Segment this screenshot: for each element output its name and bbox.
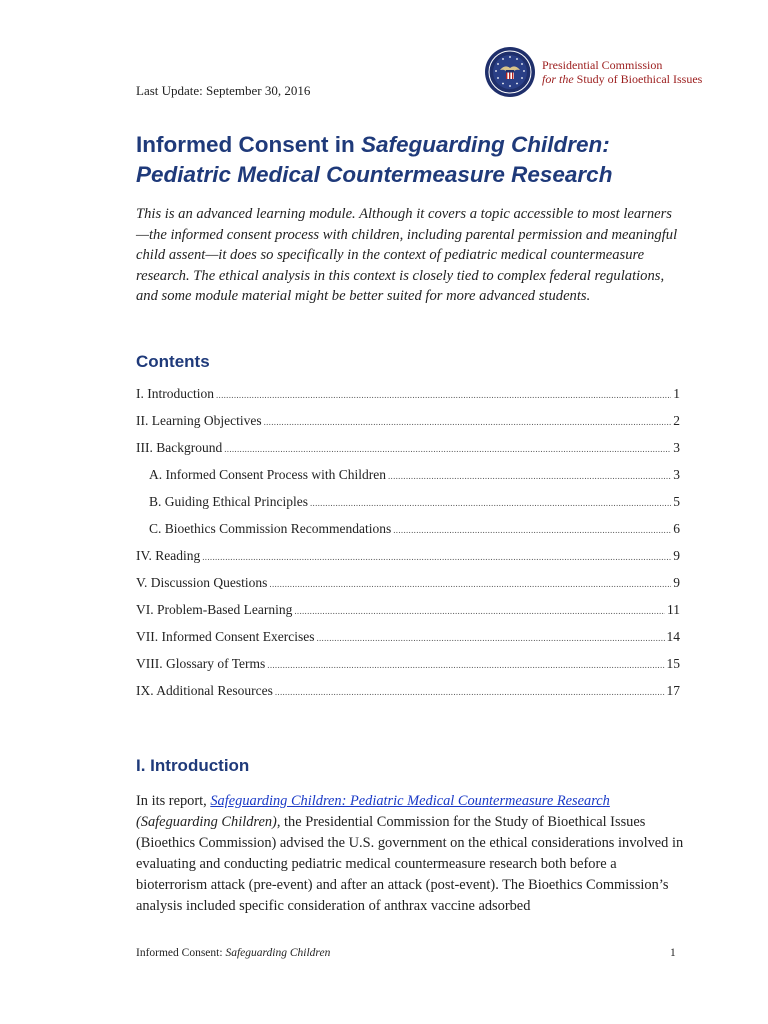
toc-entry[interactable] [136, 440, 680, 467]
toc-entry-label: VI. Problem-Based Learning [136, 602, 293, 617]
toc-entry-label: I. Introduction [136, 386, 214, 401]
introduction-heading: I. Introduction [136, 756, 250, 775]
toc-entry[interactable] [136, 494, 680, 521]
toc-leader-dots [294, 606, 665, 616]
toc-entry-page: 2 [673, 413, 680, 428]
toc-entry-label: VII. Informed Consent Exercises [136, 629, 315, 644]
footer-page-number: 1 [670, 947, 676, 959]
toc-entry[interactable] [136, 467, 680, 494]
toc-entry-page: 6 [673, 521, 680, 536]
toc-leader-dots [269, 579, 671, 589]
toc-entry-page: 17 [666, 683, 680, 698]
toc-leader-dots [393, 525, 671, 535]
commission-logo [484, 46, 702, 98]
toc-entry-label: IX. Additional Resources [136, 683, 273, 698]
toc-entry[interactable] [136, 602, 680, 629]
last-update-date: Last Update: September 30, 2016 [136, 83, 311, 98]
contents-heading: Contents [136, 352, 210, 371]
toc-entry-page: 3 [673, 467, 680, 482]
toc-entry-page: 1 [673, 386, 680, 401]
toc-entry[interactable] [136, 629, 680, 656]
table-of-contents [136, 386, 680, 710]
toc-entry[interactable] [136, 575, 680, 602]
toc-entry-page: 9 [673, 548, 680, 563]
toc-entry-label: III. Background [136, 440, 223, 455]
toc-entry-label: IV. Reading [136, 548, 201, 563]
toc-leader-dots [275, 687, 665, 697]
toc-entry[interactable] [136, 521, 680, 548]
toc-entry-page: 11 [667, 602, 680, 617]
toc-leader-dots [310, 498, 671, 508]
toc-leader-dots [202, 552, 671, 562]
commission-name [542, 58, 702, 86]
toc-leader-dots [216, 390, 671, 400]
toc-entry-label: A. Informed Consent Process with Children [149, 467, 386, 482]
presidential-seal-icon [484, 46, 536, 98]
toc-entry-label: B. Guiding Ethical Principles [149, 494, 308, 509]
report-link[interactable]: Safeguarding Children: Pediatric Medical Countermeasure Research [210, 793, 610, 809]
toc-leader-dots [388, 471, 671, 481]
toc-entry-page: 9 [673, 575, 680, 590]
toc-entry-page: 5 [673, 494, 680, 509]
toc-entry-label: C. Bioethics Commission Recommendations [149, 521, 392, 536]
toc-entry-page: 14 [666, 629, 680, 644]
footer-title: Informed Consent: Safeguarding Children [136, 947, 331, 959]
commission-name-line2: for the Study of Bioethical Issues [542, 72, 703, 86]
toc-entry[interactable] [136, 656, 680, 683]
toc-entry-label: II. Learning Objectives [136, 413, 262, 428]
toc-entry[interactable] [136, 386, 680, 413]
commission-name-line1: Presidential Commission [542, 58, 663, 72]
toc-leader-dots [264, 417, 672, 427]
toc-leader-dots [267, 660, 664, 670]
document-title: Informed Consent in Safeguarding Children: Pediatric Medical Countermeasure Research [136, 132, 613, 187]
toc-entry-page: 15 [666, 656, 680, 671]
toc-entry-label: V. Discussion Questions [136, 575, 268, 590]
toc-leader-dots [224, 444, 671, 454]
toc-entry-label: VIII. Glossary of Terms [136, 656, 266, 671]
toc-entry-page: 3 [673, 440, 680, 455]
introduction-paragraph: In its report, Safeguarding Children: Pediatric Medical Countermeasure Research (Safeguarding Children), the Presidential Commission for the Study of Bioethical Issues (Bioethics Commission) advised the U.S. government on the ethical considerations involved in evaluating and conducting pediatric medical countermeasure research both before a bioterrorism attack (pre-event) and after an attack (post-event). The Bioethics Commission’s analysis included specific consideration of anthrax vaccine adsorbed [136, 793, 684, 914]
toc-entry[interactable] [136, 413, 680, 440]
toc-entry[interactable] [136, 683, 680, 710]
toc-entry[interactable] [136, 548, 680, 575]
module-description: This is an advanced learning module. Although it covers a topic accessible to most learners—the informed consent process with children, including parental permission and meaningful child assent—it does so specifically in the context of pediatric medical countermeasure research. The ethical analysis in this context is closely tied to complex federal regulations, and some module material might be better suited for more advanced students. [136, 206, 678, 305]
toc-leader-dots [316, 633, 664, 643]
